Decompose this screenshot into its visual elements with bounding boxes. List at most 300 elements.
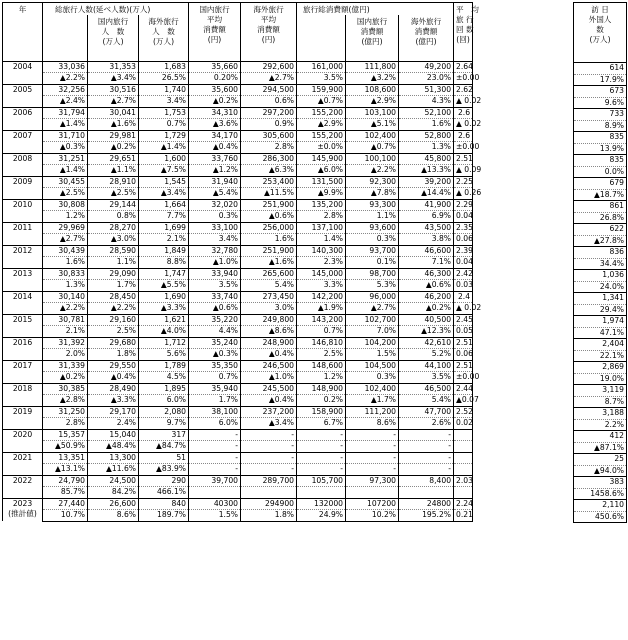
value-cell: 1,789 [139,360,189,372]
visitor-change-cell: 8.7% [574,396,627,408]
change-cell [399,487,454,499]
value-cell: 31,339 [43,360,88,372]
value-cell: 98,700 [346,268,399,280]
value-cell: 32,256 [43,84,88,96]
change-cell: - [346,441,399,453]
value-cell: 245,500 [241,383,297,395]
value-cell: 2.24 [454,498,473,510]
change-cell: ▲7.8% [346,188,399,200]
change-cell: 8.6% [88,510,139,522]
value-cell: 51 [139,452,189,464]
visitor-table [573,2,627,523]
table-row [3,475,473,487]
change-cell: ▲2.2% [43,303,88,315]
value-cell: 32,780 [189,245,241,257]
table-row [3,199,473,211]
change-cell: 2.8% [241,142,297,154]
value-cell: 102,400 [346,130,399,142]
change-cell: 3.8% [399,234,454,246]
value-cell: 13,351 [43,452,88,464]
visitor-change-cell: 17.9% [574,74,627,86]
change-row [3,257,473,269]
value-cell: 45,800 [399,153,454,165]
value-cell: 49,200 [399,61,454,73]
value-cell: 143,200 [297,314,346,326]
change-cell: ▲0.4% [241,349,297,361]
value-cell: 290 [139,475,189,487]
change-cell: 5.6% [139,349,189,361]
change-cell: ▲50.9% [43,441,88,453]
value-cell: 33,940 [189,268,241,280]
change-cell: ▲1.2% [189,165,241,177]
value-cell: 29,144 [88,199,139,211]
change-cell: 3.3% [297,280,346,292]
change-cell: - [399,441,454,453]
change-cell: ▲0.2% [399,303,454,315]
change-row [3,441,473,453]
value-cell: 1,753 [139,107,189,119]
value-cell: 2.6 [454,107,473,119]
value-cell: 2.64 [454,61,473,73]
value-cell: 137,100 [297,222,346,234]
value-cell: 26,600 [88,498,139,510]
change-cell: ▲3.2% [346,73,399,85]
change-cell: 195.2% [399,510,454,522]
value-cell: 31,392 [43,337,88,349]
change-cell: 0.06 [454,234,473,246]
change-cell: ▲4.0% [139,326,189,338]
change-cell: 1.8% [241,510,297,522]
year-cell: 2021 [3,452,43,475]
change-cell: 0.04 [454,211,473,223]
value-cell: 142,200 [297,291,346,303]
value-cell: 2.51 [454,153,473,165]
year-cell: 2022 [3,475,43,498]
value-cell: 97,300 [346,475,399,487]
visitor-change-cell: ▲18.7% [574,189,627,201]
value-cell: 100,100 [346,153,399,165]
year-cell: 2007 [3,130,43,153]
change-cell: 1.1% [346,211,399,223]
change-cell: ▲48.4% [88,441,139,453]
value-cell: 148,900 [297,383,346,395]
value-cell: 34,310 [189,107,241,119]
estimate-note: (推計値) [8,509,37,518]
value-cell: 30,140 [43,291,88,303]
change-cell: 2.4% [88,418,139,430]
change-cell: 2.8% [297,211,346,223]
visitor-count-cell: 861 [574,201,627,213]
visitor-count-cell: 1,341 [574,293,627,305]
value-cell: 46,300 [399,268,454,280]
value-cell: 52,800 [399,130,454,142]
change-cell: ▲2.7% [241,73,297,85]
value-cell: 15,357 [43,429,88,441]
value-cell: 158,900 [297,406,346,418]
value-cell: 105,700 [297,475,346,487]
value-cell: - [297,452,346,464]
value-cell: 2.42 [454,268,473,280]
change-row [3,142,473,154]
change-cell: 7.7% [139,211,189,223]
value-cell: 317 [139,429,189,441]
value-cell: 51,300 [399,84,454,96]
value-cell: 102,400 [346,383,399,395]
change-cell: ±0.0% [297,142,346,154]
visitor-count-cell: 2,110 [574,500,627,512]
change-cell: 0.8% [88,211,139,223]
value-cell: 286,300 [241,153,297,165]
value-cell: 29,550 [88,360,139,372]
visitor-change-cell: 22.1% [574,350,627,362]
value-cell: 43,500 [399,222,454,234]
value-cell: 1,712 [139,337,189,349]
value-cell: 246,500 [241,360,297,372]
table-row [3,498,473,510]
change-cell: 1.2% [43,211,88,223]
visitor-count-cell: 1,036 [574,270,627,282]
value-cell: 35,940 [189,383,241,395]
change-cell: 0.04 [454,257,473,269]
visitor-count-cell: 836 [574,247,627,259]
value-cell: 1,747 [139,268,189,280]
value-cell: 24,790 [43,475,88,487]
value-cell: 24,500 [88,475,139,487]
change-cell: 0.20% [189,73,241,85]
value-cell: 273,450 [241,291,297,303]
value-cell: 256,000 [241,222,297,234]
change-cell: ▲14.4% [399,188,454,200]
change-cell: 1.6% [399,119,454,131]
change-cell: 0.3% [346,372,399,384]
change-cell: 23.0% [399,73,454,85]
change-row [3,211,473,223]
value-cell: 237,200 [241,406,297,418]
visitor-change-cell: 34.4% [574,258,627,270]
change-cell: ▲0.4% [241,395,297,407]
value-cell: 31,794 [43,107,88,119]
change-cell: ▲3.3% [139,303,189,315]
visitor-change-cell: 47.1% [574,327,627,339]
change-row [3,280,473,292]
value-cell: 34,170 [189,130,241,142]
value-cell: 2.4 [454,291,473,303]
value-cell: 29,981 [88,130,139,142]
value-cell: 35,350 [189,360,241,372]
change-cell: 3.5% [189,280,241,292]
change-cell: ▲2.2% [43,73,88,85]
value-cell: 292,600 [241,61,297,73]
change-cell: ▲1.4% [139,142,189,154]
change-cell: ±0.00 [454,142,473,154]
visitor-count-cell: 2,404 [574,339,627,351]
change-row [3,188,473,200]
value-cell: 2.6 [454,130,473,142]
change-cell: 0.7% [189,372,241,384]
value-cell: 104,500 [346,360,399,372]
table-row [3,176,473,188]
change-cell: 7.0% [346,326,399,338]
visitor-change-cell: 9.6% [574,97,627,109]
value-cell: 2.44 [454,383,473,395]
change-cell: 0.7% [139,119,189,131]
value-cell: 30,516 [88,84,139,96]
change-cell: 1.3% [43,280,88,292]
change-cell: 1.6% [241,234,297,246]
value-cell: 111,800 [346,61,399,73]
change-cell: ▲0.2% [43,372,88,384]
change-cell: 5.4% [241,280,297,292]
change-row [3,418,473,430]
change-cell: ▲1.9% [297,303,346,315]
value-cell: - [346,429,399,441]
value-cell: 251,900 [241,199,297,211]
value-cell: 1,740 [139,84,189,96]
change-row [3,303,473,315]
change-cell: 2.1% [139,234,189,246]
value-cell: 159,900 [297,84,346,96]
change-cell: ▲6.3% [241,165,297,177]
value-cell: 41,900 [399,199,454,211]
year-cell: 2018 [3,383,43,406]
change-row [3,395,473,407]
value-cell: 15,040 [88,429,139,441]
value-cell: 140,300 [297,245,346,257]
value-cell: 2.62 [454,84,473,96]
change-cell: 2.1% [43,326,88,338]
value-cell: 28,910 [88,176,139,188]
change-cell: ▲2.4% [43,96,88,108]
change-cell: 1.2% [297,372,346,384]
change-cell [297,487,346,499]
value-cell: 155,200 [297,130,346,142]
value-cell: 2.25 [454,176,473,188]
visitor-change-cell: 450.6% [574,511,627,523]
visitor-change-cell: 0.0% [574,166,627,178]
change-cell [454,441,473,453]
change-cell: 6.9% [399,211,454,223]
change-cell: ±0.00 [454,372,473,384]
change-cell: 4.4% [189,326,241,338]
value-cell: 38,100 [189,406,241,418]
table-row [3,107,473,119]
year-cell: 2006 [3,107,43,130]
value-cell: 42,610 [399,337,454,349]
header-overseas-people: 海外旅行 人 数 (万人) [139,15,189,61]
change-cell: ▲0.4% [88,372,139,384]
change-cell: ▲0.6% [399,280,454,292]
change-cell: 0.03 [454,280,473,292]
visitor-count-cell: 835 [574,155,627,167]
value-cell: 1,600 [139,153,189,165]
change-cell: ▲3.0% [88,234,139,246]
header-overseas-avg-spend: 海外旅行 平均 消費額 (円) [241,3,297,62]
change-cell: 3.0% [241,303,297,315]
value-cell: 28,590 [88,245,139,257]
change-cell: ▲1.7% [346,395,399,407]
header-domestic-spend: 国内旅行 消費額 (億円) [346,15,399,61]
change-cell: 85.7% [43,487,88,499]
change-cell: 1.1% [88,257,139,269]
change-cell: 1.7% [88,280,139,292]
change-cell: 2.5% [88,326,139,338]
change-cell: ▲1.4% [43,165,88,177]
year-cell: 2019 [3,406,43,429]
change-cell: 0.7% [297,326,346,338]
value-cell: 2.03 [454,475,473,487]
change-cell: ▲83.9% [139,464,189,476]
change-cell: 0.3% [189,211,241,223]
value-cell: 1,664 [139,199,189,211]
value-cell: 29,160 [88,314,139,326]
visitor-change-cell: 2.2% [574,419,627,431]
value-cell: 33,760 [189,153,241,165]
change-cell: ▲0.6% [189,303,241,315]
change-cell: 2.5% [297,349,346,361]
value-cell: 31,710 [43,130,88,142]
table-row [3,84,473,96]
header-visitors: 訪 日 外国人 数 (万人) [574,3,627,63]
value-cell: 35,600 [189,84,241,96]
year-cell: 2012 [3,245,43,268]
value-cell: 31,251 [43,153,88,165]
header-year: 年 [3,3,43,62]
change-cell: 24.9% [297,510,346,522]
value-cell: 253,400 [241,176,297,188]
value-cell: 27,440 [43,498,88,510]
visitor-count-cell: 25 [574,454,627,466]
value-cell: 31,940 [189,176,241,188]
visitor-change-cell: 8.9% [574,120,627,132]
value-cell: 39,700 [189,475,241,487]
visitor-change-cell: ▲27.8% [574,235,627,247]
change-cell: ▲2.5% [88,188,139,200]
value-cell: 29,651 [88,153,139,165]
year-cell: 2010 [3,199,43,222]
header-overseas-spend: 海外旅行 消費額 (億円) [399,15,454,61]
change-cell: 0.05 [454,326,473,338]
visitor-count-cell: 3,119 [574,385,627,397]
table-row [3,383,473,395]
value-cell: - [241,452,297,464]
change-cell: ▲0.2% [189,96,241,108]
change-cell: 10.7% [43,510,88,522]
change-cell: 0.1% [346,257,399,269]
year-cell: 2014 [3,291,43,314]
table-row [3,452,473,464]
value-cell: 40,500 [399,314,454,326]
change-cell: 84.2% [88,487,139,499]
change-cell [346,487,399,499]
change-cell: ▲1.6% [241,257,297,269]
value-cell [454,452,473,464]
value-cell: 8,400 [399,475,454,487]
value-cell: 30,455 [43,176,88,188]
change-cell: ▲0.4% [189,142,241,154]
value-cell: - [189,429,241,441]
value-cell: 146,810 [297,337,346,349]
change-cell: ▲2.5% [43,188,88,200]
table-row [3,222,473,234]
change-cell: 6.0% [189,418,241,430]
change-cell: 0.9% [241,119,297,131]
value-cell: 265,600 [241,268,297,280]
value-cell: 1,683 [139,61,189,73]
change-row [3,96,473,108]
change-cell: - [241,464,297,476]
value-cell: 29,090 [88,268,139,280]
value-cell: 104,200 [346,337,399,349]
change-cell: ▲ 0.09 [454,165,473,177]
value-cell: 135,200 [297,199,346,211]
change-row [3,234,473,246]
value-cell: 248,900 [241,337,297,349]
change-cell: ▲0.07 [454,395,473,407]
change-cell: 26.5% [139,73,189,85]
change-cell: - [241,441,297,453]
change-cell: - [189,441,241,453]
value-cell: 103,100 [346,107,399,119]
year-cell: 2023 (推計値) [3,498,43,521]
change-cell: - [297,441,346,453]
change-cell: ▲1.0% [189,257,241,269]
change-cell: 8.8% [139,257,189,269]
change-cell: ▲2.7% [43,234,88,246]
change-cell: ▲3.4% [139,188,189,200]
value-cell: 108,600 [346,84,399,96]
change-cell: - [346,464,399,476]
year-cell: 2015 [3,314,43,337]
value-cell: 2.45 [454,314,473,326]
change-row [3,510,473,522]
change-cell: ▲13.1% [43,464,88,476]
value-cell: 111,200 [346,406,399,418]
visitor-change-cell: 19.0% [574,373,627,385]
value-cell: 30,781 [43,314,88,326]
value-cell: 297,200 [241,107,297,119]
table-row [3,153,473,165]
visitor-count-cell: 3,188 [574,408,627,420]
value-cell: 161,000 [297,61,346,73]
value-cell: - [189,452,241,464]
change-cell: 4.5% [139,372,189,384]
value-cell: 840 [139,498,189,510]
value-cell: 28,490 [88,383,139,395]
value-cell: 155,200 [297,107,346,119]
change-cell: ▲ 0.26 [454,188,473,200]
value-cell: 24800 [399,498,454,510]
change-cell: ▲11.6% [88,464,139,476]
change-cell: 6.0% [139,395,189,407]
value-cell: 40300 [189,498,241,510]
year-cell: 2008 [3,153,43,176]
change-cell: 0.02 [454,418,473,430]
value-cell: 2.52 [454,406,473,418]
value-cell: 13,300 [88,452,139,464]
change-cell: ▲84.7% [139,441,189,453]
value-cell: 32,020 [189,199,241,211]
change-cell: ▲0.3% [189,349,241,361]
value-cell: 52,100 [399,107,454,119]
change-cell: 5.3% [346,280,399,292]
change-cell: 8.6% [346,418,399,430]
visitor-change-cell: 29.4% [574,304,627,316]
value-cell: 47,700 [399,406,454,418]
change-row [3,464,473,476]
change-cell: ▲13.3% [399,165,454,177]
change-cell: 466.1% [139,487,189,499]
change-row [3,349,473,361]
